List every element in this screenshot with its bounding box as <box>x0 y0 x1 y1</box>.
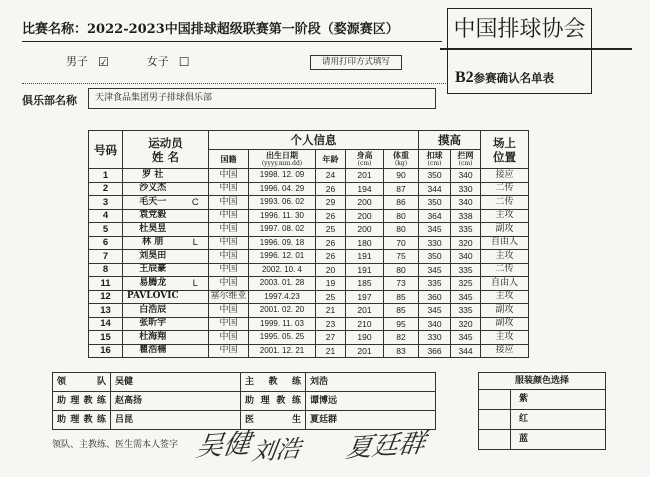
staff-name: 刘浩 <box>306 373 436 392</box>
player-weight: 70 <box>384 236 419 250</box>
header-block-line1: 拦网 <box>457 150 474 160</box>
player-name: PAVLOVIC <box>123 290 183 304</box>
header-height <box>346 150 384 169</box>
player-row <box>89 182 529 196</box>
header-birth-date <box>249 150 316 169</box>
player-role <box>183 344 209 358</box>
player-height: 190 <box>346 331 384 345</box>
player-nationality: 中国 <box>209 196 249 210</box>
player-position: 主攻 <box>481 250 529 264</box>
player-height: 200 <box>346 209 384 223</box>
player-number: 1 <box>89 169 123 183</box>
player-nationality: 中国 <box>209 277 249 291</box>
player-name: 林 朋 <box>123 236 183 250</box>
player-age: 29 <box>316 196 346 210</box>
uniform-color: 蓝 <box>511 430 606 450</box>
association-divider <box>440 48 632 50</box>
player-role <box>183 223 209 237</box>
player-spike-reach: 345 <box>419 223 451 237</box>
header-weight-line2: (kg) <box>394 160 408 167</box>
header-block-line2: (cm) <box>458 160 473 167</box>
player-birth-date: 2001. 02. 20 <box>249 304 316 318</box>
player-age: 26 <box>316 250 346 264</box>
player-name: 张昕宇 <box>123 317 183 331</box>
player-row <box>89 209 529 223</box>
player-role: L <box>183 277 209 291</box>
header-height-line1: 身高 <box>356 150 373 160</box>
staff-table <box>52 372 436 430</box>
player-age: 26 <box>316 209 346 223</box>
player-name: 杜海翔 <box>123 331 183 345</box>
staff-role-label: 领 队 <box>53 373 111 392</box>
player-spike-reach: 335 <box>419 277 451 291</box>
player-name: 沙义杰 <box>123 182 183 196</box>
player-number: 12 <box>89 290 123 304</box>
player-nationality: 中国 <box>209 169 249 183</box>
player-number: 3 <box>89 196 123 210</box>
player-name: 王辰豪 <box>123 263 183 277</box>
roster-table <box>88 130 529 358</box>
player-number: 8 <box>89 263 123 277</box>
player-height: 200 <box>346 223 384 237</box>
staff-role-label: 助 理 教 练 <box>53 411 111 430</box>
player-spike-reach: 330 <box>419 331 451 345</box>
form-title <box>455 68 554 87</box>
player-birth-date: 1996. 04. 29 <box>249 182 316 196</box>
form-code: B2 <box>455 69 474 86</box>
player-nationality: 中国 <box>209 344 249 358</box>
player-age: 21 <box>316 344 346 358</box>
staff-name: 吴健 <box>111 373 241 392</box>
player-number: 11 <box>89 277 123 291</box>
player-weight: 75 <box>384 250 419 264</box>
player-birth-date: 1997.4.23 <box>249 290 316 304</box>
player-name: 刘昊田 <box>123 250 183 264</box>
player-number: 14 <box>89 317 123 331</box>
player-name: 杜昊昱 <box>123 223 183 237</box>
player-birth-date: 1998. 12. 09 <box>249 169 316 183</box>
player-birth-date: 2002. 10. 4 <box>249 263 316 277</box>
player-row <box>89 290 529 304</box>
uniform-choice-cell <box>479 430 511 450</box>
uniform-color: 红 <box>511 410 606 430</box>
header-athlete-name <box>123 131 209 169</box>
player-spike-reach: 364 <box>419 209 451 223</box>
staff-row <box>53 373 436 392</box>
player-position: 副攻 <box>481 317 529 331</box>
player-weight: 82 <box>384 331 419 345</box>
club-label: 俱乐部名称 <box>22 94 77 107</box>
player-position: 主攻 <box>481 331 529 345</box>
staff-name: 夏廷群 <box>306 411 436 430</box>
player-role <box>183 331 209 345</box>
player-age: 21 <box>316 304 346 318</box>
player-weight: 87 <box>384 182 419 196</box>
gender-male-checkbox: ☑ <box>98 55 109 69</box>
uniform-title: 服装颜色选择 <box>479 373 606 390</box>
player-birth-date: 2003. 01. 28 <box>249 277 316 291</box>
player-row <box>89 331 529 345</box>
player-block-reach: 325 <box>451 277 481 291</box>
header-reach: 摸高 <box>419 131 481 150</box>
player-row <box>89 263 529 277</box>
player-row <box>89 317 529 331</box>
staff-body <box>53 373 436 430</box>
header-age: 年龄 <box>316 150 346 169</box>
player-number: 2 <box>89 182 123 196</box>
player-number: 6 <box>89 236 123 250</box>
player-height: 201 <box>346 304 384 318</box>
player-age: 26 <box>316 236 346 250</box>
player-spike-reach: 366 <box>419 344 451 358</box>
player-weight: 90 <box>384 169 419 183</box>
header-spike-line2: (cm) <box>427 160 442 167</box>
player-role <box>183 182 209 196</box>
player-number: 15 <box>89 331 123 345</box>
print-note: 请用打印方式填写 <box>310 55 402 70</box>
dotted-divider <box>22 83 446 84</box>
header-position <box>481 131 529 169</box>
player-block-reach: 335 <box>451 223 481 237</box>
player-position: 自由人 <box>481 277 529 291</box>
player-name: 罗 社 <box>123 169 183 183</box>
player-position: 副攻 <box>481 223 529 237</box>
player-height: 191 <box>346 263 384 277</box>
uniform-row <box>479 390 606 410</box>
player-weight: 83 <box>384 344 419 358</box>
player-role <box>183 317 209 331</box>
player-spike-reach: 340 <box>419 317 451 331</box>
player-weight: 80 <box>384 263 419 277</box>
player-height: 185 <box>346 277 384 291</box>
player-weight: 86 <box>384 196 419 210</box>
header-weight-line1: 体重 <box>393 150 410 160</box>
player-block-reach: 320 <box>451 236 481 250</box>
club-name-field: 天津食品集团男子排球俱乐部 <box>88 88 436 109</box>
player-nationality: 中国 <box>209 236 249 250</box>
player-weight: 73 <box>384 277 419 291</box>
player-birth-date: 1996. 11. 30 <box>249 209 316 223</box>
player-row <box>89 304 529 318</box>
title-underline <box>22 41 442 42</box>
uniform-color-table <box>478 372 606 450</box>
player-nationality: 中国 <box>209 182 249 196</box>
player-nationality: 塞尔维亚 <box>209 290 249 304</box>
player-block-reach: 345 <box>451 331 481 345</box>
player-birth-date: 2001. 12. 21 <box>249 344 316 358</box>
player-number: 4 <box>89 209 123 223</box>
header-personal-info: 个人信息 <box>209 131 419 150</box>
player-row <box>89 250 529 264</box>
association-name: 中国排球协会 <box>453 17 586 42</box>
player-role <box>183 290 209 304</box>
player-role <box>183 263 209 277</box>
roster-body <box>89 169 529 358</box>
player-spike-reach: 360 <box>419 290 451 304</box>
player-number: 13 <box>89 304 123 318</box>
uniform-body <box>479 373 606 450</box>
player-weight: 85 <box>384 290 419 304</box>
player-position: 二传 <box>481 196 529 210</box>
staff-name: 赵高扬 <box>111 392 241 411</box>
staff-role-label: 医 生 <box>241 411 306 430</box>
player-position: 接应 <box>481 344 529 358</box>
gender-female-label: 女子 <box>146 55 169 68</box>
player-birth-date: 1999. 11. 03 <box>249 317 316 331</box>
player-number: 16 <box>89 344 123 358</box>
player-block-reach: 335 <box>451 304 481 318</box>
player-nationality: 中国 <box>209 304 249 318</box>
player-birth-date: 1996. 09. 18 <box>249 236 316 250</box>
player-nationality: 中国 <box>209 250 249 264</box>
player-position: 二传 <box>481 263 529 277</box>
player-birth-date: 1997. 08. 02 <box>249 223 316 237</box>
player-block-reach: 330 <box>451 182 481 196</box>
player-nationality: 中国 <box>209 263 249 277</box>
header-spike-line1: 扣球 <box>426 150 443 160</box>
header-athlete-line2: 姓 名 <box>151 149 179 164</box>
player-row <box>89 277 529 291</box>
player-name: 易腾龙 <box>123 277 183 291</box>
competition-label: 比赛名称： <box>22 22 88 37</box>
form-name: 参赛确认名单表 <box>473 71 555 85</box>
player-age: 19 <box>316 277 346 291</box>
header-position-line1: 场上 <box>493 135 517 150</box>
player-spike-reach: 330 <box>419 236 451 250</box>
player-number: 7 <box>89 250 123 264</box>
player-height: 200 <box>346 196 384 210</box>
player-row <box>89 344 529 358</box>
player-nationality: 中国 <box>209 223 249 237</box>
header-height-line2: (cm) <box>357 160 372 167</box>
player-row <box>89 223 529 237</box>
header-number: 号码 <box>89 131 123 169</box>
player-name: 毛天一 <box>123 196 183 210</box>
header-birth-line1: 出生日期 <box>266 150 298 160</box>
player-weight: 80 <box>384 223 419 237</box>
player-age: 23 <box>316 317 346 331</box>
player-block-reach: 320 <box>451 317 481 331</box>
player-nationality: 中国 <box>209 209 249 223</box>
player-row <box>89 196 529 210</box>
signature-team-leader: 吴健 <box>193 428 253 463</box>
player-height: 197 <box>346 290 384 304</box>
player-height: 180 <box>346 236 384 250</box>
player-birth-date: 1993. 06. 02 <box>249 196 316 210</box>
player-birth-date: 1996. 12. 01 <box>249 250 316 264</box>
player-row <box>89 169 529 183</box>
player-spike-reach: 350 <box>419 196 451 210</box>
player-height: 201 <box>346 169 384 183</box>
player-position: 主攻 <box>481 209 529 223</box>
player-position: 自由人 <box>481 236 529 250</box>
player-block-reach: 344 <box>451 344 481 358</box>
header-weight <box>384 150 419 169</box>
player-row <box>89 236 529 250</box>
header-nationality: 国籍 <box>209 150 249 169</box>
gender-female-checkbox: ☐ <box>178 55 190 69</box>
player-name: 袁党毅 <box>123 209 183 223</box>
player-role <box>183 250 209 264</box>
player-block-reach: 340 <box>451 169 481 183</box>
header-birth-line2: (yyyy.mm.dd) <box>261 160 303 167</box>
player-spike-reach: 350 <box>419 169 451 183</box>
player-role <box>183 169 209 183</box>
player-block-reach: 340 <box>451 250 481 264</box>
staff-row <box>53 411 436 430</box>
staff-name: 谭博远 <box>306 392 436 411</box>
player-spike-reach: 344 <box>419 182 451 196</box>
player-age: 25 <box>316 223 346 237</box>
header-athlete-line1: 运动员 <box>148 135 183 150</box>
player-spike-reach: 350 <box>419 250 451 264</box>
staff-role-label: 助 理 教 练 <box>53 392 111 411</box>
uniform-choice-cell <box>479 410 511 430</box>
player-position: 二传 <box>481 182 529 196</box>
signature-note: 领队、主教练、医生需本人签字 <box>52 440 179 450</box>
player-role: L <box>183 236 209 250</box>
player-role <box>183 209 209 223</box>
player-number: 5 <box>89 223 123 237</box>
player-age: 20 <box>316 263 346 277</box>
signature-head-coach: 刘浩 <box>250 434 303 466</box>
staff-name: 吕昆 <box>111 411 241 430</box>
staff-row <box>53 392 436 411</box>
header-position-line2: 位置 <box>493 149 517 164</box>
player-weight: 85 <box>384 304 419 318</box>
player-height: 194 <box>346 182 384 196</box>
gender-male-label: 男子 <box>66 55 88 68</box>
header-spike <box>419 150 451 169</box>
player-name: 瞿浩楠 <box>123 344 183 358</box>
player-age: 26 <box>316 182 346 196</box>
uniform-color: 紫 <box>511 390 606 410</box>
player-block-reach: 340 <box>451 196 481 210</box>
signature-doctor: 夏廷群 <box>343 428 428 464</box>
staff-role-label: 助 理 教 练 <box>241 392 306 411</box>
player-weight: 80 <box>384 209 419 223</box>
player-height: 191 <box>346 250 384 264</box>
player-block-reach: 335 <box>451 263 481 277</box>
player-age: 24 <box>316 169 346 183</box>
player-position: 副攻 <box>481 304 529 318</box>
player-nationality: 中国 <box>209 317 249 331</box>
player-age: 27 <box>316 331 346 345</box>
player-spike-reach: 345 <box>419 304 451 318</box>
player-weight: 95 <box>384 317 419 331</box>
uniform-choice-cell <box>479 390 511 410</box>
player-age: 25 <box>316 290 346 304</box>
player-nationality: 中国 <box>209 331 249 345</box>
player-role: C <box>183 196 209 210</box>
player-block-reach: 338 <box>451 209 481 223</box>
player-spike-reach: 345 <box>419 263 451 277</box>
player-height: 210 <box>346 317 384 331</box>
player-height: 201 <box>346 344 384 358</box>
competition-title <box>22 22 399 38</box>
player-role <box>183 304 209 318</box>
competition-name: 2022-2023中国排球超级联赛第一阶段（婺源赛区） <box>87 22 399 37</box>
uniform-row <box>479 410 606 430</box>
player-position: 主攻 <box>481 290 529 304</box>
player-birth-date: 1995. 05. 25 <box>249 331 316 345</box>
header-block <box>451 150 481 169</box>
gender-selection <box>66 55 218 69</box>
player-position: 接应 <box>481 169 529 183</box>
staff-role-label: 主 教 练 <box>241 373 306 392</box>
uniform-row <box>479 430 606 450</box>
player-name: 白浩辰 <box>123 304 183 318</box>
player-block-reach: 345 <box>451 290 481 304</box>
